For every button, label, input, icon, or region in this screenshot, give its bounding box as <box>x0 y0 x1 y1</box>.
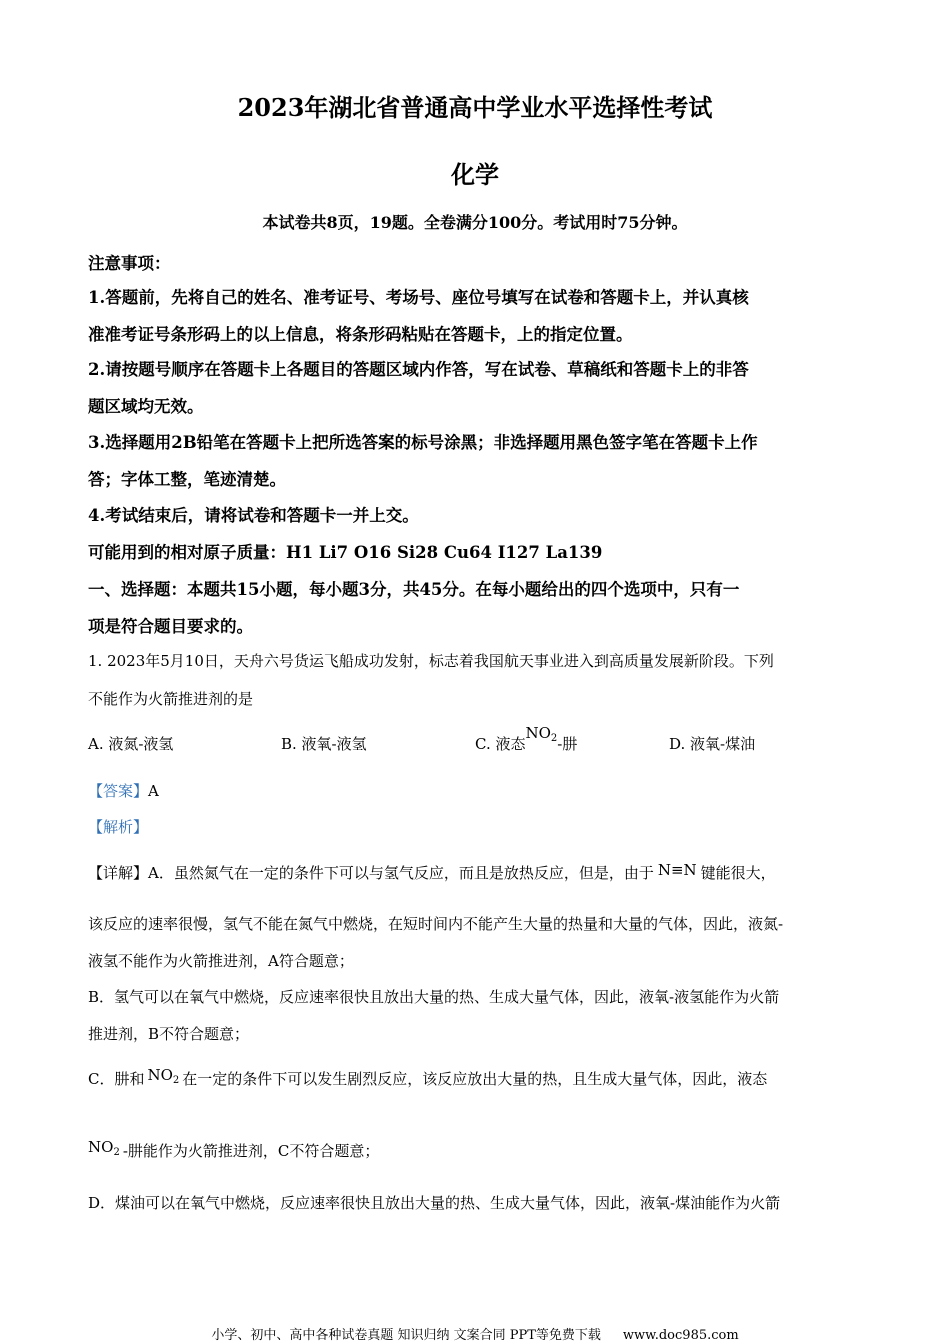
detail-line: 液氢不能作为火箭推进剂，A符合题意； <box>88 952 354 970</box>
notice-line: 题区域均无效。 <box>88 397 204 416</box>
notice-line: 3.选择题用2B铅笔在答题卡上把所选答案的标号涂黑；非选择题用黑色签字笔在答题卡上作 <box>88 433 758 452</box>
footer-url[interactable]: www.doc985.com <box>622 1328 739 1343</box>
formula-text: NO <box>525 724 551 742</box>
formula-text: NO <box>88 1138 114 1156</box>
detail-text: 【详解】A．虽然氮气在一定的条件下可以与氢气反应，而且是放热反应，但是，由于 <box>88 864 654 882</box>
detail-text: 在一定的条件下可以发生剧烈反应，该反应放出大量的热，且生成大量气体，因此，液态 <box>182 1070 768 1088</box>
section-heading: 一、选择题：本题共15小题，每小题3分，共45分。在每小题给出的四个选项中，只有一 <box>88 580 740 599</box>
exam-meta: 本试卷共8页，19题。全卷满分100分。考试用时75分钟。 <box>262 213 688 232</box>
answer-line <box>88 780 159 801</box>
subject-title: 化学 <box>451 160 499 189</box>
detail-line: B．氢气可以在氧气中燃烧，反应速率很快且放出大量的热、生成大量气体，因此，液氧-液氢能作为火箭 <box>88 988 780 1006</box>
option-c <box>475 722 578 753</box>
notice-heading: 注意事项： <box>88 254 171 273</box>
option-a: A. 液氮-液氢 <box>88 735 174 753</box>
page-footer <box>0 1324 950 1343</box>
formula-subscript: 2 <box>172 1075 180 1086</box>
question-stem-cont: 不能作为火箭推进剂的是 <box>88 690 254 708</box>
no2-formula <box>88 1138 120 1156</box>
detail-line: D．煤油可以在氧气中燃烧，反应速率很快且放出大量的热、生成大量气体，因此，液氧-煤油能作为火箭 <box>88 1194 781 1212</box>
formula-subscript: 2 <box>550 733 558 744</box>
notice-line: 答；字体工整，笔迹清楚。 <box>88 470 286 489</box>
detail-line <box>88 1068 767 1090</box>
section-heading-cont: 项是符合题目要求的。 <box>88 617 253 636</box>
detail-line: 该反应的速率很慢，氢气不能在氮气中燃烧，在短时间内不能产生大量的热量和大量的气体，因此，液氮- <box>88 915 784 933</box>
atomic-masses: 可能用到的相对原子质量：H1 Li7 O16 Si28 Cu64 I127 La139 <box>88 543 603 562</box>
analysis-label: 【解析】 <box>88 818 149 836</box>
notice-line: 准准考证号条形码上的以上信息，将条形码粘贴在答题卡，上的指定位置。 <box>88 325 633 344</box>
notice-line: 2.请按题号顺序在答题卡上各题目的答题区域内作答，写在试卷、草稿纸和答题卡上的非答 <box>88 360 749 379</box>
detail-text: 键能很大， <box>700 864 776 882</box>
detail-line: 推进剂，B不符合题意； <box>88 1025 250 1043</box>
page-title: 2023年湖北省普通高中学业水平选择性考试 <box>237 93 713 122</box>
no2-formula <box>147 1066 179 1084</box>
detail-text: C．肼和 <box>88 1070 145 1088</box>
detail-text: -肼能作为火箭推进剂，C不符合题意； <box>122 1142 380 1160</box>
triple-bond-formula: N≡N <box>657 861 697 879</box>
option-c-prefix: C. 液态 <box>475 735 526 753</box>
formula-subscript: 2 <box>113 1147 120 1158</box>
answer-value: A <box>148 782 159 800</box>
no2-formula <box>525 724 557 742</box>
formula-text: NO <box>147 1066 173 1084</box>
answer-label: 【答案】 <box>88 782 149 800</box>
question-stem: 1. 2023年5月10日，天舟六号货运飞船成功发射，标志着我国航天事业进入到高质量发展新阶段。下列 <box>88 652 774 670</box>
option-d: D. 液氧-煤油 <box>669 735 756 753</box>
detail-line <box>88 1140 379 1162</box>
notice-line: 1.答题前，先将自己的姓名、准考证号、考场号、座位号填写在试卷和答题卡上，并认真核 <box>88 288 749 307</box>
option-b: B. 液氧-液氢 <box>281 735 367 753</box>
detail-line <box>88 862 776 883</box>
footer-text: 小学、初中、高中各种试卷真题 知识归纳 文案合同 PPT等免费下载 <box>211 1328 601 1343</box>
notice-line: 4.考试结束后，请将试卷和答题卡一并上交。 <box>88 506 419 525</box>
option-c-suffix: -肼 <box>557 735 578 753</box>
